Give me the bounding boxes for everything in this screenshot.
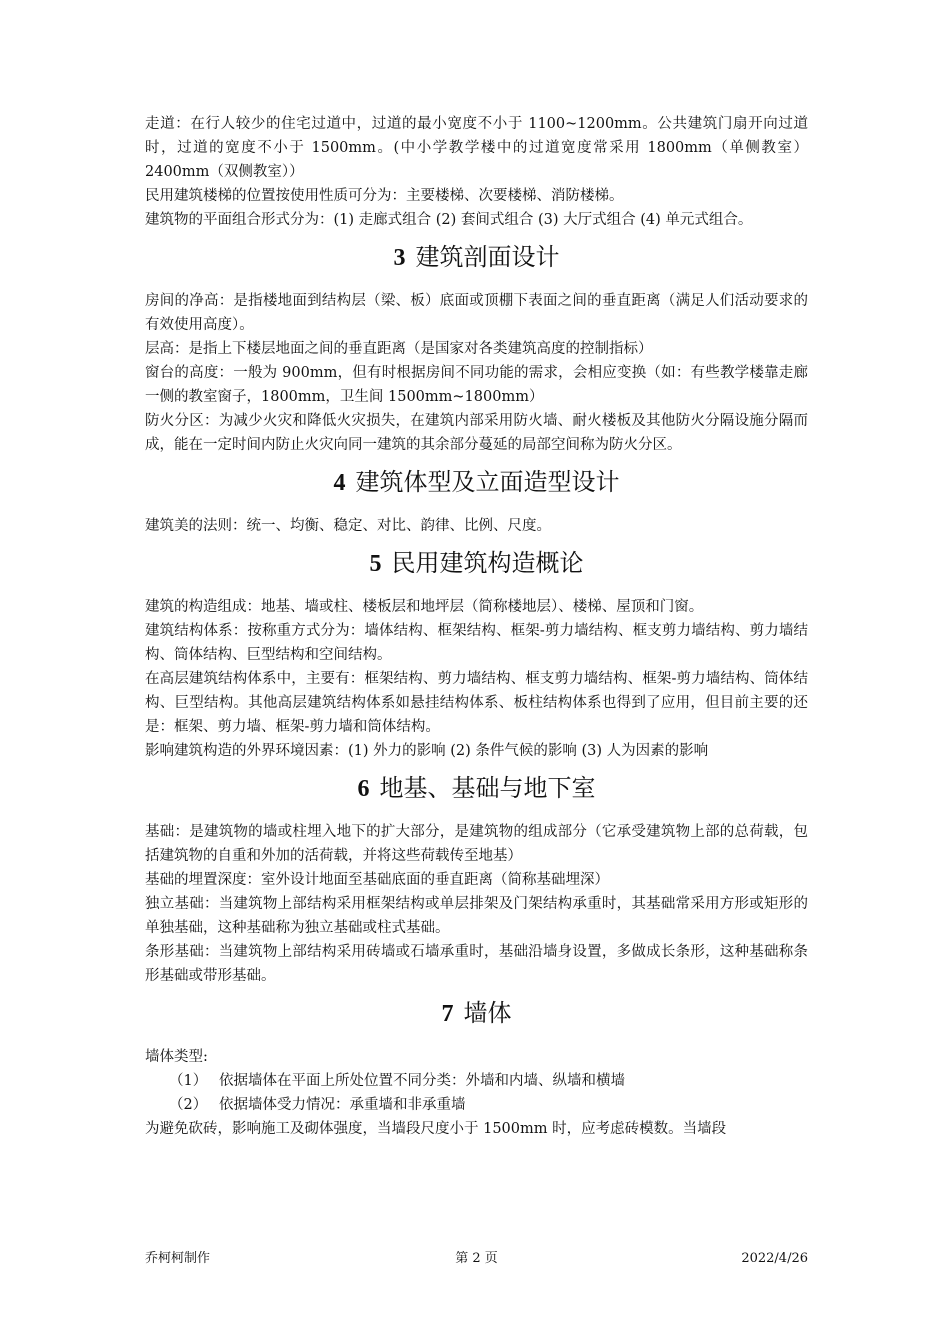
section-title: 墙体 [463, 999, 512, 1027]
list-item [145, 1069, 808, 1093]
paragraph-isolated-footing: 独立基础：当建筑物上部结构采用框架结构或单层排架及门架结构承重时，其基础常采用方形或矩形的单独基础，这种基础称为独立基础或柱式基础。 [145, 896, 808, 936]
paragraph-composition: 建筑的构造组成：地基、墙或柱、楼板层和地坪层（简称楼地层）、楼梯、屋顶和门窗。 [145, 599, 704, 615]
paragraph-sill-height: 窗台的高度：一般为 900mm，但有时根据房间不同功能的需求，会相应变换（如：有些教学楼靠走廊一侧的教室窗子，1800mm，卫生间 1500mm~1800mm） [145, 365, 808, 405]
section-number: 3 [393, 245, 406, 271]
section-title: 民用建筑构造概论 [391, 549, 584, 577]
section-number: 4 [333, 470, 346, 496]
section-number: 6 [357, 776, 370, 802]
paragraph-beauty-rules: 建筑美的法则：统一、均衡、稳定、对比、韵律、比例、尺度。 [145, 518, 551, 534]
section-title: 建筑体型及立面造型设计 [355, 468, 620, 496]
list-text: 依据墙体在平面上所处位置不同分类：外墙和内墙、纵墙和横墙 [219, 1073, 625, 1089]
section-title: 建筑剖面设计 [415, 243, 560, 271]
paragraph-clear-height: 房间的净高：是指楼地面到结构层（梁、板）底面或顶棚下表面之间的垂直距离（满足人们活动要求的有效使用高度）。 [145, 293, 808, 333]
footer-date: 2022/4/26 [741, 1251, 808, 1266]
paragraph-environment: 影响建筑构造的外界环境因素：(1) 外力的影响 (2) 条件气候的影响 (3) 人为因素的影响 [145, 743, 709, 759]
document-body [145, 112, 808, 1141]
footer-page-number: 第 2 页 [455, 1251, 498, 1266]
paragraph-high-rise: 在高层建筑结构体系中，主要有：框架结构、剪力墙结构、框支剪力墙结构、框架-剪力墙结构、筒体结构、巨型结构。其他高层建筑结构体系如悬挂结构体系、板柱结构体系也得到了应用，但目前主要的还是：框架、剪力墙、框架-剪力墙和筒体结构。 [145, 671, 808, 735]
list-index: （2） [169, 1097, 208, 1113]
paragraph-brick-modulus: 为避免砍砖，影响施工及砌体强度，当墙段尺度小于 1500mm 时，应考虑砖模数。当墙段 [145, 1121, 727, 1137]
paragraph-fire-zone: 防火分区：为减少火灾和降低火灾损失，在建筑内部采用防火墙、耐火楼板及其他防火分隔设施分隔而成，能在一定时间内防止火灾向同一建筑的其余部分蔓延的局部空间称为防火分区。 [145, 413, 808, 453]
heading-section-5 [145, 548, 808, 579]
paragraph-plan-combination: 建筑物的平面组合形式分为：(1) 走廊式组合 (2) 套间式组合 (3) 大厅式组合 (4) 单元式组合。 [145, 212, 753, 228]
paragraph-corridor: 走道：在行人较少的住宅过道中，过道的最小宽度不小于 1100~1200mm。公共建筑门扇开向过道时，过道的宽度不小于 1500mm。(中小学教学楼中的过道宽度常采用 1800mm（单侧教室）2400mm（双侧教室）） [145, 116, 808, 180]
heading-section-3 [145, 242, 808, 273]
section-number: 7 [441, 1001, 454, 1027]
paragraph-strip-footing: 条形基础：当建筑物上部结构采用砖墙或石墙承重时，基础沿墙身设置，多做成长条形，这种基础称条形基础或带形基础。 [145, 944, 808, 984]
section-number: 5 [369, 551, 382, 577]
paragraph-structure-system: 建筑结构体系：按称重方式分为：墙体结构、框架结构、框架-剪力墙结构、框支剪力墙结构、剪力墙结构、筒体结构、巨型结构和空间结构。 [145, 623, 808, 663]
list-item [145, 1093, 808, 1117]
section-title: 地基、基础与地下室 [379, 774, 596, 802]
paragraph-floor-height: 层高：是指上下楼层地面之间的垂直距离（是国家对各类建筑高度的控制指标） [145, 341, 653, 357]
paragraph-burial-depth: 基础的埋置深度：室外设计地面至基础底面的垂直距离（简称基础埋深） [145, 872, 609, 888]
footer-author: 乔柯柯制作 [145, 1251, 211, 1266]
paragraph-foundation: 基础：是建筑物的墙或柱埋入地下的扩大部分，是建筑物的组成部分（它承受建筑物上部的总荷载，包括建筑物的自重和外加的活荷载，并将这些荷载传至地基） [145, 824, 808, 864]
heading-section-6 [145, 773, 808, 804]
heading-section-7 [145, 998, 808, 1029]
list-text: 依据墙体受力情况：承重墙和非承重墙 [219, 1097, 466, 1113]
list-index: （1） [169, 1073, 208, 1089]
paragraph-wall-types: 墙体类型: [145, 1049, 208, 1065]
paragraph-stairs: 民用建筑楼梯的位置按使用性质可分为：主要楼梯、次要楼梯、消防楼梯。 [145, 188, 624, 204]
heading-section-4 [145, 467, 808, 498]
